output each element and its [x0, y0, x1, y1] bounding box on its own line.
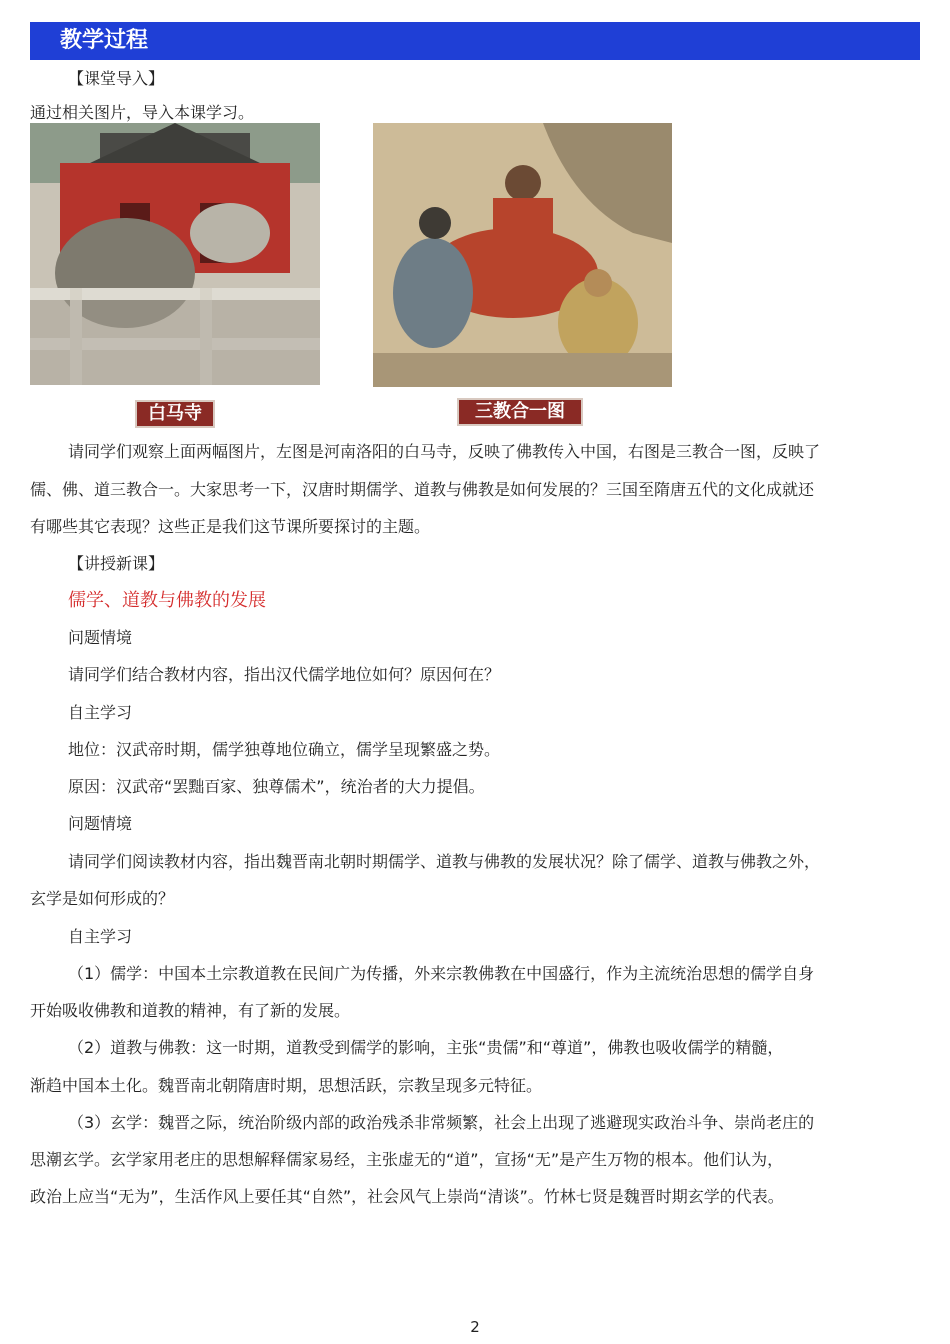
point-metaphysics: 政治上应当“无为”，生活作风上要任其“自然”，社会风气上崇尚“清谈”。竹林七贤是魏晋时期玄学的代表。 [30, 1187, 784, 1206]
section-title: 儒学、道教与佛教的发展 [68, 590, 266, 611]
baima-temple-illustration [30, 123, 320, 385]
intro-paragraph-line: 儒、佛、道三教合一。大家思考一下，汉唐时期儒学、道教与佛教是如何发展的？三国至隋唐五代的文化成就还 [30, 480, 815, 499]
intro-paragraph-line: 请同学们观察上面两幅图片，左图是河南洛阳的白马寺，反映了佛教传入中国，右图是三教合一图，反映了 [68, 442, 821, 461]
intro-line: 通过相关图片，导入本课学习。 [30, 103, 255, 122]
lesson-heading: 【讲授新课】 [68, 554, 165, 573]
section-header: 教学过程 [30, 22, 920, 60]
study-position: 地位：汉武帝时期，儒学独尊地位确立，儒学呈现繁盛之势。 [68, 740, 501, 759]
caption-baima-temple: 白马寺 [135, 400, 215, 428]
baima-temple-image [30, 123, 320, 385]
point-confucianism: 开始吸收佛教和道教的精神，有了新的发展。 [30, 1001, 351, 1020]
caption-three-teachings: 三教合一图 [457, 398, 583, 426]
point-taoism-buddhism: 渐趋中国本土化。魏晋南北朝隋唐时期，思想活跃，宗教呈现多元特征。 [30, 1076, 543, 1095]
question-text: 玄学是如何形成的？ [30, 889, 175, 908]
three-teachings-illustration [373, 123, 672, 387]
point-confucianism: （1）儒学：中国本土宗教道教在民间广为传播，外来宗教佛教在中国盛行，作为主流统治思想的儒学自身 [68, 964, 815, 983]
study-label: 自主学习 [68, 703, 133, 722]
page-number: 2 [470, 1318, 480, 1336]
intro-heading: 【课堂导入】 [68, 69, 165, 88]
question-text: 请同学们阅读教材内容，指出魏晋南北朝时期儒学、道教与佛教的发展状况？除了儒学、道教与佛教之外， [68, 852, 821, 871]
intro-paragraph-line: 有哪些其它表现？这些正是我们这节课所要探讨的主题。 [30, 517, 431, 536]
question-label: 问题情境 [68, 628, 133, 647]
point-taoism-buddhism: （2）道教与佛教：这一时期，道教受到儒学的影响，主张“贵儒”和“尊道”，佛教也吸收儒学的精髓， [68, 1038, 784, 1057]
point-metaphysics: 思潮玄学。玄学家用老庄的思想解释儒家易经，主张虚无的“道”，宣扬“无”是产生万物的根本。他们认为， [30, 1150, 784, 1169]
study-reason: 原因：汉武帝“罢黜百家、独尊儒术”，统治者的大力提倡。 [68, 777, 485, 796]
question-text: 请同学们结合教材内容，指出汉代儒学地位如何？原因何在？ [68, 665, 501, 684]
three-teachings-image [373, 123, 672, 387]
point-metaphysics: （3）玄学：魏晋之际，统治阶级内部的政治残杀非常频繁，社会上出现了逃避现实政治斗争、崇尚老庄的 [68, 1113, 815, 1132]
study-label: 自主学习 [68, 927, 133, 946]
question-label: 问题情境 [68, 814, 133, 833]
